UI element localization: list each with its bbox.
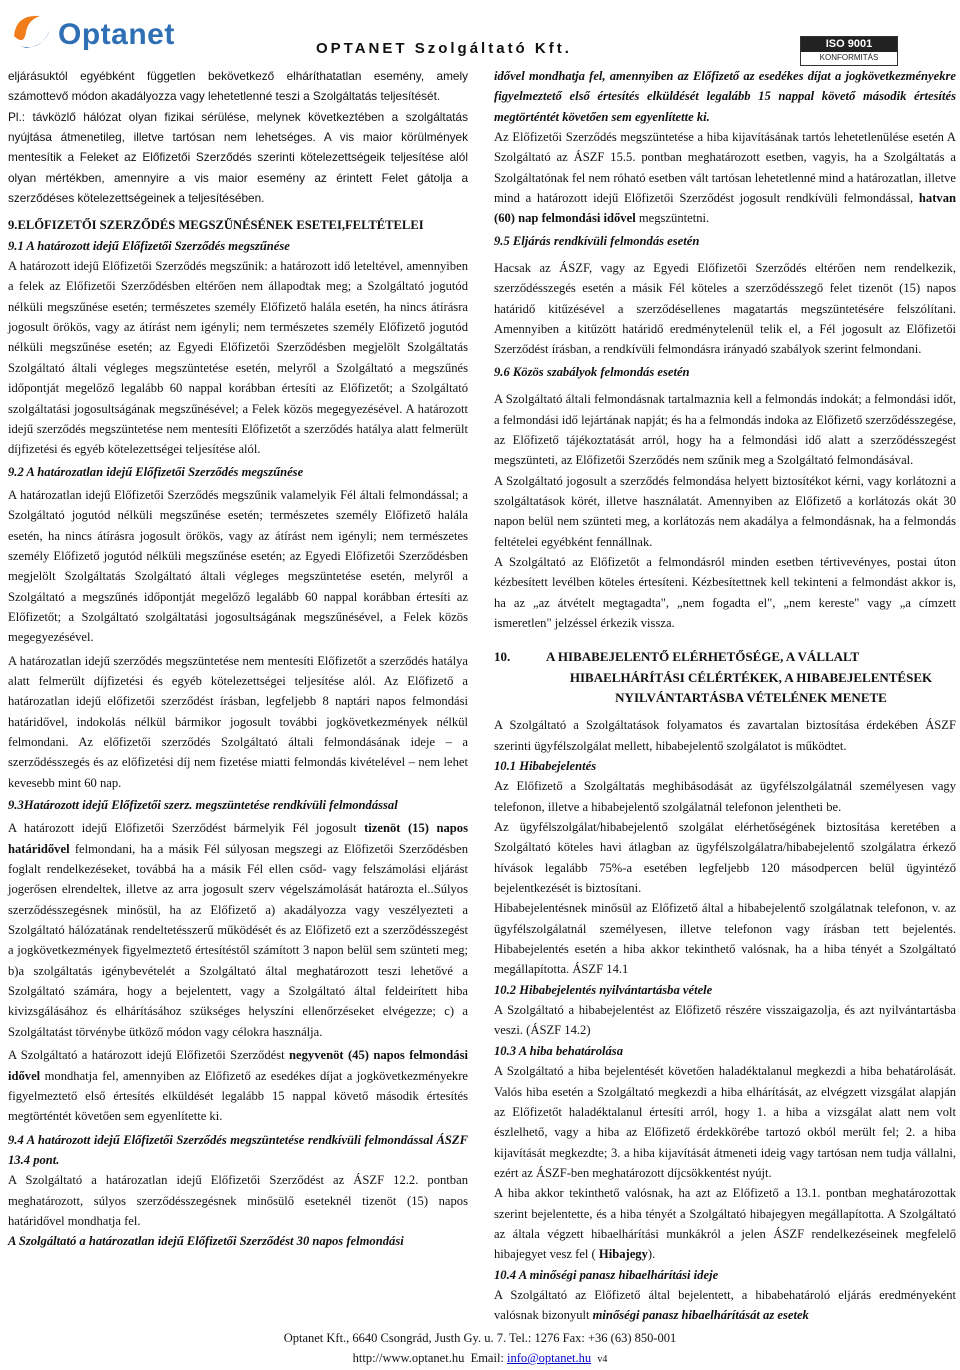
- paragraph: eljárásuktól egyébként független bekövetkező elháríthatatlan esemény, amely számottevő módon akadályozza vagy lehetetlenné teszi a Szolgáltatás teljesítését.: [8, 69, 468, 104]
- paragraph: Hibabejelentésnek minősül az Előfizető által a hibabejelentő szolgálatnak telefonon, v. az ügyfélszolgálatnál személyesen, illetve telefonon vagy írásban tett bejelentés. Hibabejelentés esetén a hiba akkor tekinthető valósnak, ha a hiba tényét a Szolgáltató megállapította. ÁSZF 14.1: [494, 901, 956, 977]
- paragraph: Pl.: távközlő hálózat olyan fizikai sérülése, melynek következtében a szolgáltatás nyújtása átmenetileg, illetve tartósan nem lehetséges. A vis maior körülmények mentesítik a Feleket az Előfizetői Szerződés szerinti kötelezettségeik teljesítése alól olyan mértékben, amennyire a vis maior esemény az érintett Felet gátolja a szerződéses kötelezettségeinek a teljesítésében.: [8, 109, 468, 206]
- paragraph: A határozott idejű Előfizetői Szerződést bármelyik Fél jogosult tizenöt (15) napos határidővel felmondani, ha a másik Fél súlyosan megszegi az Előfizetői Szerződésben foglalt rendelkezéseket, továbbá ha a másik Fél ellen csőd- vagy felszámolási eljárást jogerősen elrendeltek, illetve az arra jogosult szerv végelszámolását határozta el..Súlyos szerződésszegésnek minősül, ha az Előfizető a) akadályozza vagy veszélyezteti a Szolgáltató hálózatának rendeltetésszerű működését és az Előfizető ezt a szerződésszegést a jogkövetkezmények figyelmeztető értesítéstől számított 3 napon belül sem szünteti meg; b)a szolgáltatás igénybevételét a Szolgáltató által meghatározott teszi lehetővé a Szolgáltató számára, hogy a bejelentett, vagy a Szolgáltató által feldeirített hiba kivizsgálásához és elhárításához szükséges helyszíni ellenőrzéseket elvégezze; c) a Szolgáltatást törvénybe ütköző módon vagy célokra használja.: [8, 821, 468, 1039]
- section-heading-9: 9.ELŐFIZETŐI SZERZŐDÉS MEGSZŰNÉSÉNEK ESETEI,FELTÉTELEI: [8, 218, 424, 233]
- paragraph: A Szolgáltató a Szolgáltatások folyamatos és zavartalan biztosítása érdekében ÁSZF szerinti ügyfélszolgálat mellett, hibabejelentő szolgálatot is működtet.: [494, 718, 956, 753]
- footer-website[interactable]: http://www.optanet.hu: [352, 1351, 465, 1365]
- subheading-9-1: 9.1 A határozott idejű Előfizetői Szerződés megszűnése: [8, 238, 290, 253]
- footer-email-label: Email:: [470, 1351, 504, 1365]
- paragraph-italic: A Szolgáltató a határozatlan idejű Előfizetői Szerződést 30 napos felmondási: [8, 1234, 404, 1249]
- paragraph: Az ügyfélszolgálat/hibabejelentő szolgálat elérhetőségének biztosítása keretében a Szolgáltató köteles havi átlagban az ügyfélszolgálatra/hibabejelentő szolgálatra érkező hívások legalább 75%-a esetében legfeljebb 120 másodpercen belül ügyintéző bejelentkezését is biztosítani.: [494, 820, 956, 896]
- paragraph: A Szolgáltató az Előfizetőt a felmondásról minden esetben tértivevényes, postai úton kézbesített levélben köteles értesíteni. Kézbesítettnek kell tekinteni a felmondást akkor is, ha az „az átvételt megtagadta", „nem fogadta el", „nem kereste" vagy „a címzett ismeretlen" jelzéssel érkezik vissza.: [494, 554, 956, 630]
- logo-text: Optanet: [58, 18, 175, 51]
- iso-badge-title: ISO 9001: [801, 37, 897, 52]
- paragraph-italic: idővel mondhatja fel, amennyiben az Előfizető az esedékes díjat a jogkövetkezményekre figyelmeztető első értesítés elküldését legalább 15 nappal követő második értesítés megtörténtét követően sem egyenlítette ki.: [494, 69, 956, 124]
- subheading-9-3: 9.3Határozott idejű Előfizetői szerz. megszüntetése rendkívüli felmondással: [8, 798, 398, 813]
- paragraph: Az Előfizetői Szerződés megszüntetése a hiba kijavításának tartós lehetetlenülése esetén A Szolgáltató az ÁSZF 15.5. pontban meghatározott esetben, vagyis, ha a Szolgáltatás a Szolgáltatónak fel nem róható esetben vált tartósan lehetetlenné mind a határozatlan, illetve mind a határozott idejű Előfizetői Szerződést jogosult rendkívüli felmondással, hatvan (60) nap felmondási idővel megszüntetni.: [494, 130, 956, 226]
- optanet-logo: [6, 4, 175, 60]
- iso-badge-subtitle: KONFORMITÁS: [819, 53, 879, 62]
- paragraph: A hiba akkor tekinthető valósnak, ha azt az Előfizető a 13.1. pontban meghatározottak szerint bejelentette, és a hiba tényét a Szolgáltató hibajegyen megállapította. A Szolgáltató az általa végzett hibaelhárítási munkákról a jelen ÁSZF rendelkezéseinek megfelelő hibajegyet vesz fel ( Hibajegy).: [494, 1186, 956, 1262]
- footer-contacts: [0, 1348, 960, 1370]
- paragraph: Az Előfizető a Szolgáltatás meghibásodását az ügyfélszolgálatnál személyesen vagy telefonon, illetve a hibabejelentő szolgálatnál telefonon jelentheti be.: [494, 779, 956, 814]
- paragraph: A határozott idejű Előfizetői Szerződés megszűnik: a határozott idő leteltével, amennyiben a felek az Előfizetői Szerződésben eltérően nem állapodtak meg; a Szolgáltató jogutód nélküli megszűnése esetén; természetes személy Előfizető halála esetén, ha nincs átírásra jogosult örökös, vagy az átírást nem igényli; nem természetes személy Előfizető jogutód nélküli megszűnése esetén; az Egyedi Előfizetői Szerződésben megjelölt Szolgáltatás Szolgáltató általi végleges megszüntetése esetén, melyről a Szolgáltató a megszűnés időpontját megelőző legalább 60 nappal korábban értesíti az Előfizetőt; a Szolgáltató szolgáltatási jogosultságának megszűnésével; a Felek közös megegyezésével. A határozott idejű szerződés megszüntetése nem mentesíti Előfizetőt a szerződés hatálya alatt felmerült díjfizetési és egyéb kötelezettségei teljesítése alól.: [8, 259, 468, 457]
- right-column: [494, 66, 956, 1326]
- page-header: [0, 0, 960, 64]
- paragraph: A Szolgáltató a hiba bejelentését követően haladéktalanul megkezdi a hiba behatárolását. Valós hiba esetén a Szolgáltató megkezdi a hiba elhárítását, az elvégzett vizsgálat alapján az Előfizetőt haladéktalanul értesíti arról, hogy 1. a hiba a vizsgálat alatt nem volt észlelhető, vagy a hiba az Előfizető érdekkörébe tartozó okból merült fel; 2. a hiba kijavítását megkezdte; 3. a hiba kijavítását átmeneti ideig vagy tartósan nem tudja vállalni, ezért az ÁSZF-ben meghatározott díjcsökkentést nyújt.: [494, 1064, 956, 1180]
- footer-address: Optanet Kft., 6640 Csongrád, Justh Gy. u. 7. Tel.: 1276 Fax: +36 (63) 850-001: [283, 1331, 677, 1345]
- subheading-9-6: 9.6 Közös szabályok felmondás esetén: [494, 364, 690, 379]
- paragraph: A Szolgáltató az Előfizető által bejelentett, a hibabehatároló eljárás eredményeként valósnak bizonyult minőségi panasz hibaelhárítását az esetek: [494, 1287, 956, 1323]
- footer-email-link[interactable]: info@optanet.hu: [507, 1351, 592, 1365]
- subheading-10-1: 10.1 Hibabejelentés: [494, 759, 597, 773]
- paragraph: A Szolgáltató általi felmondásnak tartalmaznia kell a felmondás indokát; a felmondási időt, a felmondási idő lejártának napját; és ha a felmondás indoka az Előfizető szerződésszegése, az Előfizető tájékoztatását arról, hogy ha a felmondási idő alatt a szerződésszegést megszünteti, az Előfizetői Szerződés nem szűnik meg a Szolgáltató felmondásával.: [494, 392, 956, 468]
- subheading-9-4: 9.4 A határozott idejű Előfizetői Szerződés megszüntetése rendkívüli felmondással ÁSZF 13.4 pont.: [8, 1132, 468, 1167]
- footer-version: v4: [597, 1354, 608, 1365]
- paragraph: Hacsak az ÁSZF, vagy az Egyedi Előfizetői Szerződés eltérően nem rendelkezik, szerződésszegés esetén a másik Fél köteles a szerződésszegő felet tizenöt (15) napos határidő kitűzésével a szerződésellenes magatartás megszüntetésére felszólítani. Amennyiben a kitűzött határidő eredménytelenül telik el, a Fél jogosult az Előfizetői Szerződést írásban, a rendkívüli felmondásra irányadó szabályok szerint felmondani.: [494, 261, 956, 357]
- company-name: OPTANET Szolgáltató Kft.: [316, 40, 572, 57]
- subheading-9-5: 9.5 Eljárás rendkívüli felmondás esetén: [494, 233, 700, 248]
- paragraph: A Szolgáltató a határozatlan idejű Előfizetői Szerződést az ÁSZF 12.2. pontban meghatározott, súlyos szerződésszegésnek minősülő eseteknél tizenöt (15) napos határidővel mondhatja fel.: [8, 1173, 468, 1228]
- iso-badge: [800, 36, 898, 66]
- paragraph: A Szolgáltató a határozott idejű Előfizetői Szerződést negyvenöt (45) napos felmondási idővel mondhatja fel, amennyiben az Előfizető az esedékes díjat a jogkövetkezményekre figyelmeztető első értesítés elküldését legalább 15 nappal követő második értesítés megtörténtét követően sem egyenlítette ki.: [8, 1048, 468, 1124]
- logo-swoosh-icon: [6, 6, 56, 56]
- paragraph: A határozatlan idejű Előfizetői Szerződés megszűnik valamelyik Fél általi felmondással; a Szolgáltató jogutód nélküli megszűnése esetén; természetes személy Előfizető halála esetén, ha nincs átírásra jogosult örökös, vagy az átírást nem igényli; nem természetes személy Előfizető jogutód nélküli megszűnése esetén; az Egyedi Előfizetői Szerződésben megjelölt Szolgáltatás Szolgáltató általi végleges megszüntetése esetén, melyről a Szolgáltató a megszűnés időpontját megelőző legalább 60 nappal korábban értesíti az Előfizetőt; a Szolgáltató szolgáltatási jogosultságának megszűnésével, a Felek közös megegyezésével.: [8, 487, 468, 645]
- left-column: [8, 66, 468, 1252]
- page-footer: [0, 1328, 960, 1370]
- subheading-10-2: 10.2 Hibabejelentés nyilvántartásba vétele: [494, 982, 713, 997]
- section-heading-10: 10. A HIBABEJELENTŐ ELÉRHETŐSÉGE, A VÁLLALT HIBAELHÁRÍTÁSI CÉLÉRTÉKEK, A HIBABEJELENTÉSEK NYILVÁNTARTÁSBA VÉTELÉNEK MENETE: [494, 649, 933, 705]
- subheading-9-2: 9.2 A határozatlan idejű Előfizetői Szerződés megszűnése: [8, 464, 304, 479]
- paragraph: A határozatlan idejű szerződés megszüntetése nem mentesíti Előfizetőt a szerződés hatálya alatt felmerült díjfizetési és egyéb kötelezettségei teljesítése alól. Az Előfizető a határozatlan idejű előfizetői szerződést írásban, legfeljebb 8 naptári napos felmondási határidővel, indokolás nélkül bármikor jogosult további jogkövetkezmények nélkül felmondani. Az előfizetői szerződés Szolgáltató általi felmondásának ideje – a szerződésszegés és az előfizetési díj nem fizetése miatti felmondás kivételével – nem lehet kevesebb mint 60 nap.: [8, 653, 468, 790]
- subheading-10-4: 10.4 A minőségi panasz hibaelhárítási ideje: [494, 1267, 719, 1282]
- paragraph: A Szolgáltató jogosult a szerződés felmondása helyett biztosítékot kérni, vagy korlátozni a szolgáltatások körét, illetve használatát. Amennyiben az Előfizető a korlátozás okát 30 napon belül nem szünteti meg, a korlátozás nem akadálya a felmondásnak, ha a felmondás feltételei egyébként fennállnak.: [494, 473, 956, 549]
- subheading-10-3: 10.3 A hiba behatárolása: [494, 1043, 623, 1058]
- paragraph: A Szolgáltató a hibabejelentést az Előfizető részére visszaigazolja, és azt nyilvántartásba veszi. (ÁSZF 14.2): [494, 1003, 956, 1038]
